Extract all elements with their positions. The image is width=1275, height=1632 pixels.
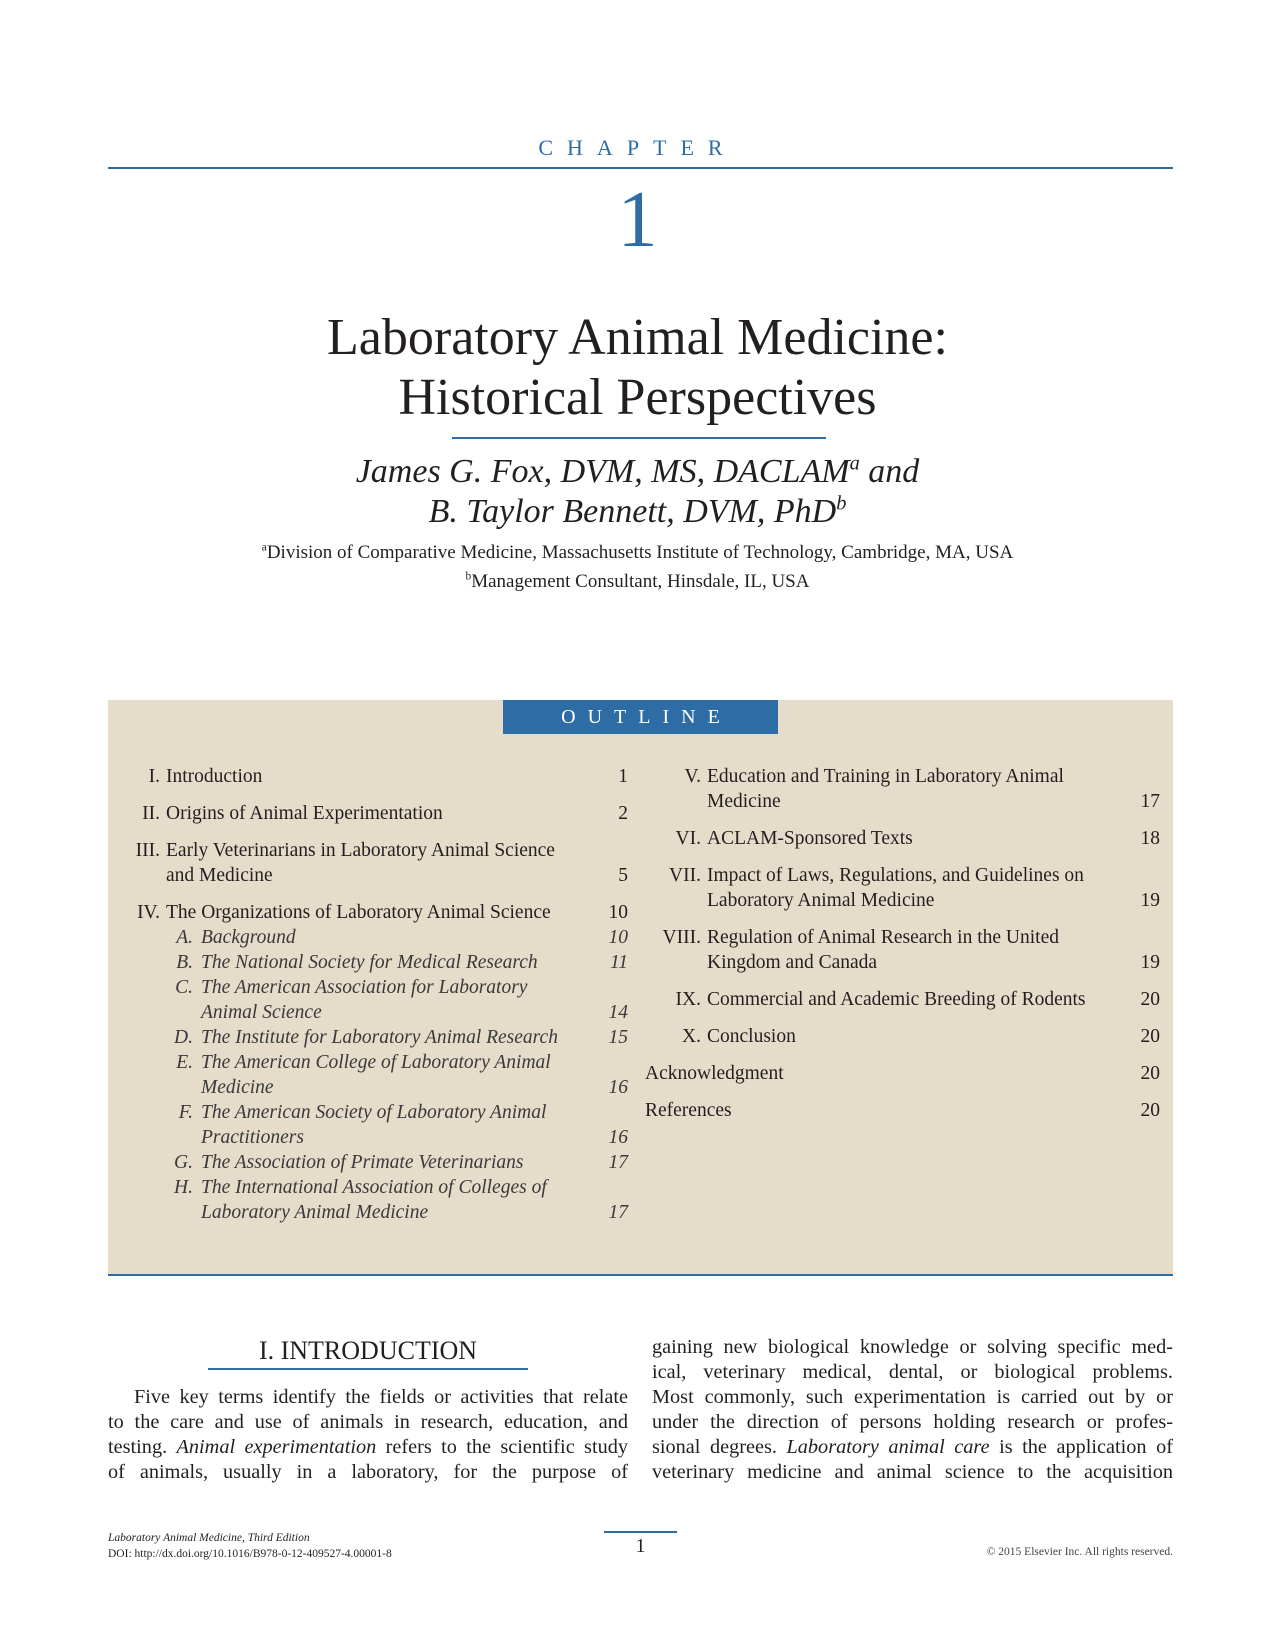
- outline-entry-title: The Organizations of Laboratory Animal Science: [166, 902, 551, 923]
- outline-subentry-page: 16: [608, 1077, 628, 1098]
- outline-entry-title: Education and Training in Laboratory Animal Medicine: [707, 766, 1064, 812]
- footer-rule: [604, 1531, 677, 1533]
- author-2-affil-mark: b: [836, 492, 847, 515]
- outline-subentry: [108, 925, 628, 950]
- outline-entry-number: IV.: [137, 902, 160, 923]
- footer-book-title: Laboratory Animal Medicine, Third Edition: [108, 1532, 310, 1544]
- outline-subentry-title: The American Society of Laboratory Animal Practitioners: [201, 1102, 547, 1148]
- footer-doi: DOI: http://dx.doi.org/10.1016/B978-0-12-409527-4.00001-8: [108, 1548, 392, 1560]
- outline-label: OUTLINE: [503, 700, 778, 734]
- outline-entry-page: 19: [1140, 952, 1160, 973]
- outline-subentry: [108, 950, 628, 975]
- author-line-2: [0, 492, 1275, 532]
- body-fragment: sional degrees.: [652, 1436, 787, 1458]
- outline-subentry: [108, 1025, 628, 1050]
- title-line-1: Laboratory Animal Medicine:: [327, 309, 948, 366]
- body-line: veterinary medicine and animal science to the acquisition: [652, 1461, 1173, 1483]
- outline-entry-page: 20: [1140, 1100, 1160, 1121]
- body-fragment: is the application of: [989, 1436, 1173, 1458]
- outline-entry-page: 18: [1140, 828, 1160, 849]
- outline-entry: [645, 925, 1160, 975]
- outline-subentry-number: B.: [176, 952, 193, 973]
- outline-entry-title: ACLAM-Sponsored Texts: [707, 828, 913, 849]
- outline-entry-page: 20: [1140, 1063, 1160, 1084]
- outline-entry: [108, 764, 628, 789]
- outline-subentry-number: F.: [178, 1102, 193, 1123]
- body-line: Most commonly, such experimentation is carried out by or: [652, 1386, 1173, 1408]
- outline-entry-number: X.: [682, 1026, 701, 1047]
- page-number: 1: [635, 1535, 646, 1557]
- chapter-label: CHAPTER: [538, 135, 737, 160]
- defined-term: Laboratory animal care: [786, 1436, 990, 1458]
- section-heading: I. INTRODUCTION: [258, 1336, 478, 1365]
- affiliation-1-mark: a: [261, 541, 267, 554]
- outline-subentry-title: The Association of Primate Veterinarians: [201, 1152, 524, 1173]
- outline-entry-title: Commercial and Academic Breeding of Rodents: [707, 989, 1086, 1010]
- outline-entry-title: References: [645, 1100, 732, 1121]
- affiliation-1: [0, 538, 1275, 567]
- outline-entry: [645, 826, 1160, 851]
- section-heading-rule: [208, 1368, 528, 1370]
- body-line: under the direction of persons holding research or profes-: [652, 1411, 1173, 1433]
- outline-subentry-page: 17: [608, 1202, 628, 1223]
- outline-entry-number: I.: [148, 766, 160, 787]
- body-text-right: [652, 1335, 1173, 1485]
- affiliation-2: [0, 567, 1275, 596]
- outline-subentry-title: The International Association of Colleges of Laboratory Animal Medicine: [201, 1177, 547, 1223]
- outline-entry: [645, 863, 1160, 913]
- outline-entry-title: Introduction: [166, 766, 263, 787]
- outline-entry: [108, 838, 628, 888]
- author-1: James G. Fox, DVM, MS, DACLAM: [355, 453, 850, 490]
- outline-entry-title: Early Veterinarians in Laboratory Animal Science and Medicine: [166, 840, 555, 886]
- title-rule: [452, 437, 826, 439]
- chapter-number: 1: [617, 176, 658, 264]
- outline-subentry-number: A.: [176, 927, 193, 948]
- author-1-affil-mark: a: [849, 452, 860, 475]
- body-line: of animals, usually in a laboratory, for the purpose of: [108, 1461, 628, 1483]
- outline-entry-title: Origins of Animal Experimentation: [166, 803, 443, 824]
- outline-right-column: [645, 764, 1160, 1135]
- outline-subentry-number: H.: [174, 1177, 193, 1198]
- affiliation-2-mark: b: [465, 570, 472, 583]
- body-fragment: refers to the scientific study: [376, 1436, 628, 1458]
- outline-entry-number: VII.: [669, 865, 701, 886]
- outline-subentry: [108, 1050, 628, 1100]
- body-line: to the care and use of animals in research, education, and: [108, 1411, 628, 1433]
- outline-entry-number: VIII.: [662, 927, 701, 948]
- outline-entry-page: 19: [1140, 890, 1160, 911]
- outline-subentry-title: The Institute for Laboratory Animal Research: [201, 1027, 558, 1048]
- outline-subentry-title: The American College of Laboratory Animal Medicine: [201, 1052, 551, 1098]
- outline-entry-page: 10: [608, 902, 628, 923]
- outline-entry-title: Impact of Laws, Regulations, and Guidelines on Laboratory Animal Medicine: [707, 865, 1084, 911]
- outline-entry: [645, 1098, 1160, 1123]
- body-text-left: [108, 1385, 628, 1485]
- outline-subentry-number: E.: [176, 1052, 193, 1073]
- body-line: [108, 1435, 628, 1460]
- outline-entry-number: IX.: [675, 989, 701, 1010]
- outline-entry-title: Acknowledgment: [645, 1063, 784, 1084]
- chapter-rule: [108, 167, 1173, 169]
- outline-entry: [645, 1061, 1160, 1086]
- footer-citation: [108, 1530, 392, 1562]
- chapter-title: [0, 308, 1275, 428]
- affiliation-2-text: Management Consultant, Hinsdale, IL, USA: [471, 571, 810, 592]
- outline-subentry: [108, 975, 628, 1025]
- outline-subentry: [108, 1100, 628, 1150]
- outline-entry-page: 20: [1140, 989, 1160, 1010]
- outline-entry-title: Regulation of Animal Research in the United Kingdom and Canada: [707, 927, 1059, 973]
- outline-subentry-title: The National Society for Medical Research: [201, 952, 538, 973]
- outline-subentry-title: Background: [201, 927, 296, 948]
- defined-term: Animal experimentation: [176, 1436, 377, 1458]
- outline-left-column: [108, 764, 628, 1225]
- affiliations: [0, 538, 1275, 596]
- body-line: gaining new biological knowledge or solving specific med-: [652, 1336, 1173, 1358]
- outline-subentry-number: D.: [174, 1027, 193, 1048]
- outline-entry: [108, 801, 628, 826]
- outline-entry: [645, 987, 1160, 1012]
- authors: [0, 452, 1275, 532]
- body-line: [652, 1435, 1173, 1460]
- outline-entry: [645, 764, 1160, 814]
- affiliation-1-text: Division of Comparative Medicine, Massachusetts Institute of Technology, Cambridge, MA, USA: [266, 542, 1014, 563]
- outline-entry: [108, 900, 628, 925]
- outline-subentry-page: 11: [609, 952, 628, 973]
- author-joiner: and: [868, 453, 920, 490]
- body-line: Five key terms identify the fields or activities that relate: [134, 1386, 628, 1408]
- copyright: © 2015 Elsevier Inc. All rights reserved.: [986, 1546, 1173, 1558]
- outline-subentry-number: C.: [175, 977, 193, 998]
- body-fragment: testing.: [108, 1436, 177, 1458]
- outline-subentry: [108, 1175, 628, 1225]
- body-line: ical, veterinary medical, dental, or biological problems.: [652, 1361, 1173, 1383]
- title-line-2: Historical Perspectives: [398, 369, 877, 426]
- outline-subentry: [108, 1150, 628, 1175]
- outline-entry-number: VI.: [675, 828, 701, 849]
- outline-entry-title: Conclusion: [707, 1026, 796, 1047]
- outline-subentry-page: 15: [608, 1027, 628, 1048]
- outline-entry: [645, 1024, 1160, 1049]
- outline-entry-page: 2: [618, 803, 628, 824]
- outline-subentry-page: 14: [608, 1002, 628, 1023]
- outline-entry-page: 1: [618, 766, 628, 787]
- outline-entry-page: 5: [618, 865, 628, 886]
- outline-entry-number: V.: [684, 766, 701, 787]
- outline-subentry-title: The American Association for Laboratory Animal Science: [201, 977, 528, 1023]
- outline-subentry-page: 17: [608, 1152, 628, 1173]
- outline-entry-page: 20: [1140, 1026, 1160, 1047]
- outline-subentry-number: G.: [174, 1152, 193, 1173]
- author-line-1: [0, 452, 1275, 492]
- outline-entry-number: III.: [135, 840, 160, 861]
- outline-subentry-page: 10: [608, 927, 628, 948]
- author-2: B. Taylor Bennett, DVM, PhD: [428, 493, 837, 530]
- outline-entry-page: 17: [1140, 791, 1160, 812]
- outline-entry-number: II.: [142, 803, 160, 824]
- outline-subentry-page: 16: [608, 1127, 628, 1148]
